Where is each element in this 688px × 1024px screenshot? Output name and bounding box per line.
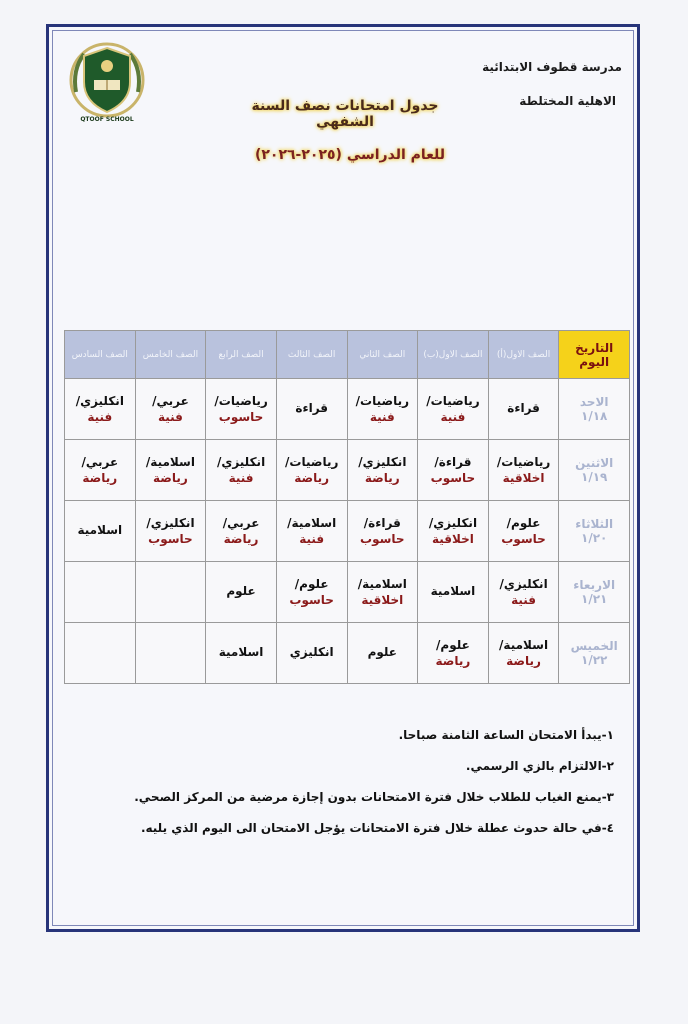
cell-subject-2: فنية xyxy=(157,410,183,424)
table-cell xyxy=(418,379,489,440)
table-cell xyxy=(418,623,489,684)
day-name: الاحد xyxy=(579,395,609,409)
table-cell xyxy=(65,379,136,440)
cell-subject: علوم/ xyxy=(436,638,470,652)
cell-subject-2: حاسوب xyxy=(289,593,334,607)
table-row xyxy=(65,562,630,623)
day-date: ١/١٩ xyxy=(581,470,608,484)
notes-list xyxy=(134,728,614,852)
table-cell xyxy=(276,440,347,501)
cell-subject: انكليزي/ xyxy=(75,394,124,408)
cell-subject-2: رياضة xyxy=(506,654,541,668)
cell-subject-2: اخلاقية xyxy=(431,532,474,546)
cell-subject: رياضيات/ xyxy=(426,394,480,408)
col-header: الصف السادس xyxy=(65,331,136,379)
cell-subject: عربي/ xyxy=(81,455,119,469)
school-subtitle: الاهلية المختلطة xyxy=(519,94,616,108)
day-date: ١/٢٠ xyxy=(581,531,608,545)
table-cell xyxy=(347,501,418,562)
cell-subject: انكليزي/ xyxy=(358,455,407,469)
table-cell xyxy=(488,562,559,623)
cell-subject-2: رياضة xyxy=(364,471,400,485)
cell-subject: اسلامية/ xyxy=(499,638,549,652)
table-cell xyxy=(418,440,489,501)
table-row xyxy=(65,379,630,440)
cell-subject: انكليزي/ xyxy=(216,455,266,469)
table-cell xyxy=(65,623,136,684)
cell-subject: انكليزي/ xyxy=(428,516,478,530)
cell-subject: اسلامية xyxy=(430,584,476,598)
day-date: ١/٢١ xyxy=(581,592,608,606)
col-header: الصف الثالث xyxy=(276,331,347,379)
table-cell xyxy=(418,562,489,623)
cell-subject: علوم/ xyxy=(506,516,541,530)
cell-subject-2: فنية xyxy=(87,410,113,424)
table-cell xyxy=(418,501,489,562)
cell-subject: اسلامية xyxy=(77,523,123,537)
table-cell xyxy=(135,440,206,501)
cell-subject: قراءة xyxy=(295,401,329,415)
table-cell xyxy=(347,379,418,440)
table-cell xyxy=(488,379,559,440)
table-cell xyxy=(276,379,347,440)
cell-subject-2: فنية xyxy=(369,410,395,424)
note-item: ٣-يمنع الغياب للطلاب خلال فترة الامتحانات بدون إجازة مرضية من المركز الصحي. xyxy=(134,790,614,804)
cell-subject: انكليزي xyxy=(289,645,334,659)
cell-subject: قراءة/ xyxy=(363,516,401,530)
cell-subject: اسلامية/ xyxy=(145,455,195,469)
corner-header xyxy=(559,331,630,379)
table-cell xyxy=(276,562,347,623)
cell-subject: قراءة/ xyxy=(434,455,472,469)
day-cell xyxy=(559,379,630,440)
cell-subject-2: حاسوب xyxy=(218,410,264,424)
table-row xyxy=(65,501,630,562)
corner-day-label: اليوم xyxy=(579,354,610,369)
cell-subject-2: اخلاقية xyxy=(502,471,545,485)
document-title: جدول امتحانات نصف السنة الشفهي xyxy=(251,98,439,130)
day-date: ١/٢٢ xyxy=(581,653,608,667)
table-cell xyxy=(206,562,277,623)
document-subtitle: للعام الدراسي (٢٠٢٥-٢٠٢٦) xyxy=(254,147,446,163)
table-row xyxy=(65,623,630,684)
school-name: مدرسة قطوف الابتدائية xyxy=(482,60,622,74)
day-name: الخميس xyxy=(570,639,618,653)
table-cell xyxy=(347,440,418,501)
table-header-row xyxy=(65,331,630,379)
day-date: ١/١٨ xyxy=(581,409,608,423)
cell-subject: علوم/ xyxy=(294,577,329,591)
cell-subject: رياضيات/ xyxy=(496,455,551,469)
day-cell xyxy=(559,623,630,684)
table-row xyxy=(65,440,630,501)
cell-subject: انكليزي/ xyxy=(499,577,548,591)
col-header: الصف الخامس xyxy=(135,331,206,379)
day-name: الثلاثاء xyxy=(575,517,614,531)
exam-schedule-table xyxy=(64,330,630,684)
day-name: الاربعاء xyxy=(573,578,616,592)
table-cell xyxy=(206,623,277,684)
table-cell xyxy=(276,623,347,684)
table-cell xyxy=(488,440,559,501)
col-header: الصف الاول(أ) xyxy=(488,331,559,379)
day-cell xyxy=(559,501,630,562)
cell-subject-2: فنية xyxy=(299,532,325,546)
cell-subject: انكليزي/ xyxy=(146,516,195,530)
table-cell xyxy=(135,379,206,440)
cell-subject: رياضيات/ xyxy=(285,455,339,469)
cell-subject-2: رياضة xyxy=(153,471,188,485)
table-cell xyxy=(347,623,418,684)
table-cell xyxy=(65,501,136,562)
day-cell xyxy=(559,562,630,623)
cell-subject-2: حاسوب xyxy=(360,532,405,546)
cell-subject-2: رياضة xyxy=(82,471,118,485)
table-cell xyxy=(206,440,277,501)
cell-subject: علوم xyxy=(367,645,398,659)
cell-subject-2: حاسوب xyxy=(148,532,193,546)
col-header: الصف الثاني xyxy=(347,331,418,379)
cell-subject: عربي/ xyxy=(152,394,189,408)
table-cell xyxy=(135,562,206,623)
table-cell xyxy=(206,379,277,440)
table-cell xyxy=(276,501,347,562)
note-item: ٤-في حالة حدوث عطلة خلال فترة الامتحانات يؤجل الامتحان الى اليوم الذي يليه. xyxy=(140,821,614,835)
cell-subject-2: رياضة xyxy=(223,532,259,546)
col-header: الصف الاول(ب) xyxy=(418,331,489,379)
col-header: الصف الرابع xyxy=(206,331,277,379)
cell-subject: اسلامية/ xyxy=(357,577,407,591)
day-cell xyxy=(559,440,630,501)
table-cell xyxy=(488,623,559,684)
cell-subject: قراءة xyxy=(507,401,540,415)
corner-date-label: التاريخ xyxy=(575,340,614,355)
table-cell xyxy=(347,562,418,623)
table-cell xyxy=(135,501,206,562)
cell-subject-2: رياضة xyxy=(294,471,330,485)
note-item: ٢-الالتزام بالزي الرسمي. xyxy=(465,759,614,773)
cell-subject-2: فنية xyxy=(511,593,537,607)
cell-subject-2: حاسوب xyxy=(430,471,476,485)
cell-subject-2: فنية xyxy=(228,471,254,485)
logo-text: QTOOF SCHOOL xyxy=(80,116,134,123)
cell-subject-2: اخلاقية xyxy=(361,593,404,607)
cell-subject: اسلامية xyxy=(218,645,264,659)
cell-subject: عربي/ xyxy=(222,516,260,530)
cell-subject: رياضيات/ xyxy=(214,394,268,408)
cell-subject-2: فنية xyxy=(440,410,466,424)
school-logo xyxy=(64,40,150,130)
table-cell xyxy=(65,562,136,623)
cell-subject: رياضيات/ xyxy=(355,394,409,408)
table-cell xyxy=(206,501,277,562)
table-cell xyxy=(488,501,559,562)
note-item: ١-يبدأ الامتحان الساعة الثامنة صباحا. xyxy=(398,728,614,742)
cell-subject: علوم xyxy=(226,584,256,598)
table-cell xyxy=(65,440,136,501)
cell-subject-2: حاسوب xyxy=(501,532,546,546)
table-cell xyxy=(135,623,206,684)
day-name: الاثنين xyxy=(575,456,614,470)
cell-subject-2: رياضة xyxy=(435,654,471,668)
cell-subject: اسلامية/ xyxy=(287,516,337,530)
